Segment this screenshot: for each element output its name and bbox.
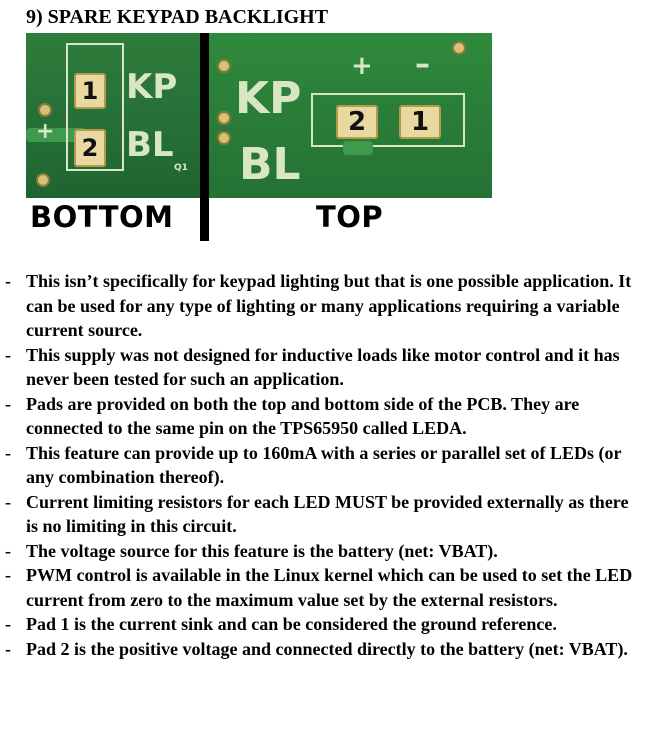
list-item: - Pads are provided on both the top and bottom side of the PCB. They are connected to the same pin on the TPS65950 called LEDA. xyxy=(5,393,580,438)
silk-minus: – xyxy=(415,47,430,82)
list-item: - Pad 1 is the current sink and can be considered the ground reference. xyxy=(5,614,557,634)
list-item: - Current limiting resistors for each LED MUST be provided externally as there is no limiting in this circuit. xyxy=(5,491,629,536)
pcb-trace xyxy=(343,141,373,155)
via-hole xyxy=(36,173,50,187)
via-hole xyxy=(38,103,52,117)
silk-ref: Q1 xyxy=(174,163,188,173)
list-item: - Pad 2 is the positive voltage and connected directly to the battery (net: VBAT). xyxy=(5,638,628,659)
silk-plus: + xyxy=(351,51,373,81)
bullet-list xyxy=(0,269,640,661)
silk-kp: KP xyxy=(235,73,302,124)
pcb-photo-top xyxy=(209,33,492,198)
via-hole xyxy=(217,59,231,73)
via-hole xyxy=(217,111,231,125)
list-item: - This supply was not designed for inductive loads like motor control and it has never been tested for such an application. xyxy=(5,344,620,389)
list-item: - This isn’t specifically for keypad lighting but that is one possible application. It can be used for any type of lighting or many applications requiring a variable current source. xyxy=(5,271,632,340)
pad-1: 1 xyxy=(399,105,441,139)
pad-outline xyxy=(311,93,465,147)
silk-bl: BL xyxy=(126,125,174,165)
figure-divider xyxy=(200,33,209,241)
list-item: - This feature can provide up to 160mA with a series or parallel set of LEDs (or any combination thereof). xyxy=(5,442,622,487)
pad-2: 2 xyxy=(74,129,106,167)
list-item: - PWM control is available in the Linux kernel which can be used to set the LED current from zero to the maximum value set by the external resistors. xyxy=(5,565,633,610)
silk-plus: + xyxy=(36,119,55,144)
pcb-photo-bottom xyxy=(26,33,200,198)
caption-bottom: BOTTOM xyxy=(30,200,174,234)
pad-2: 2 xyxy=(336,105,378,139)
via-hole xyxy=(452,41,466,55)
silk-kp: KP xyxy=(126,67,178,107)
section-heading: 9) SPARE KEYPAD BACKLIGHT xyxy=(26,6,329,28)
via-hole xyxy=(217,131,231,145)
silk-bl: BL xyxy=(239,139,301,190)
pad-1: 1 xyxy=(74,73,106,109)
caption-top: TOP xyxy=(316,200,384,234)
list-item: - The voltage source for this feature is the battery (net: VBAT). xyxy=(5,540,498,561)
